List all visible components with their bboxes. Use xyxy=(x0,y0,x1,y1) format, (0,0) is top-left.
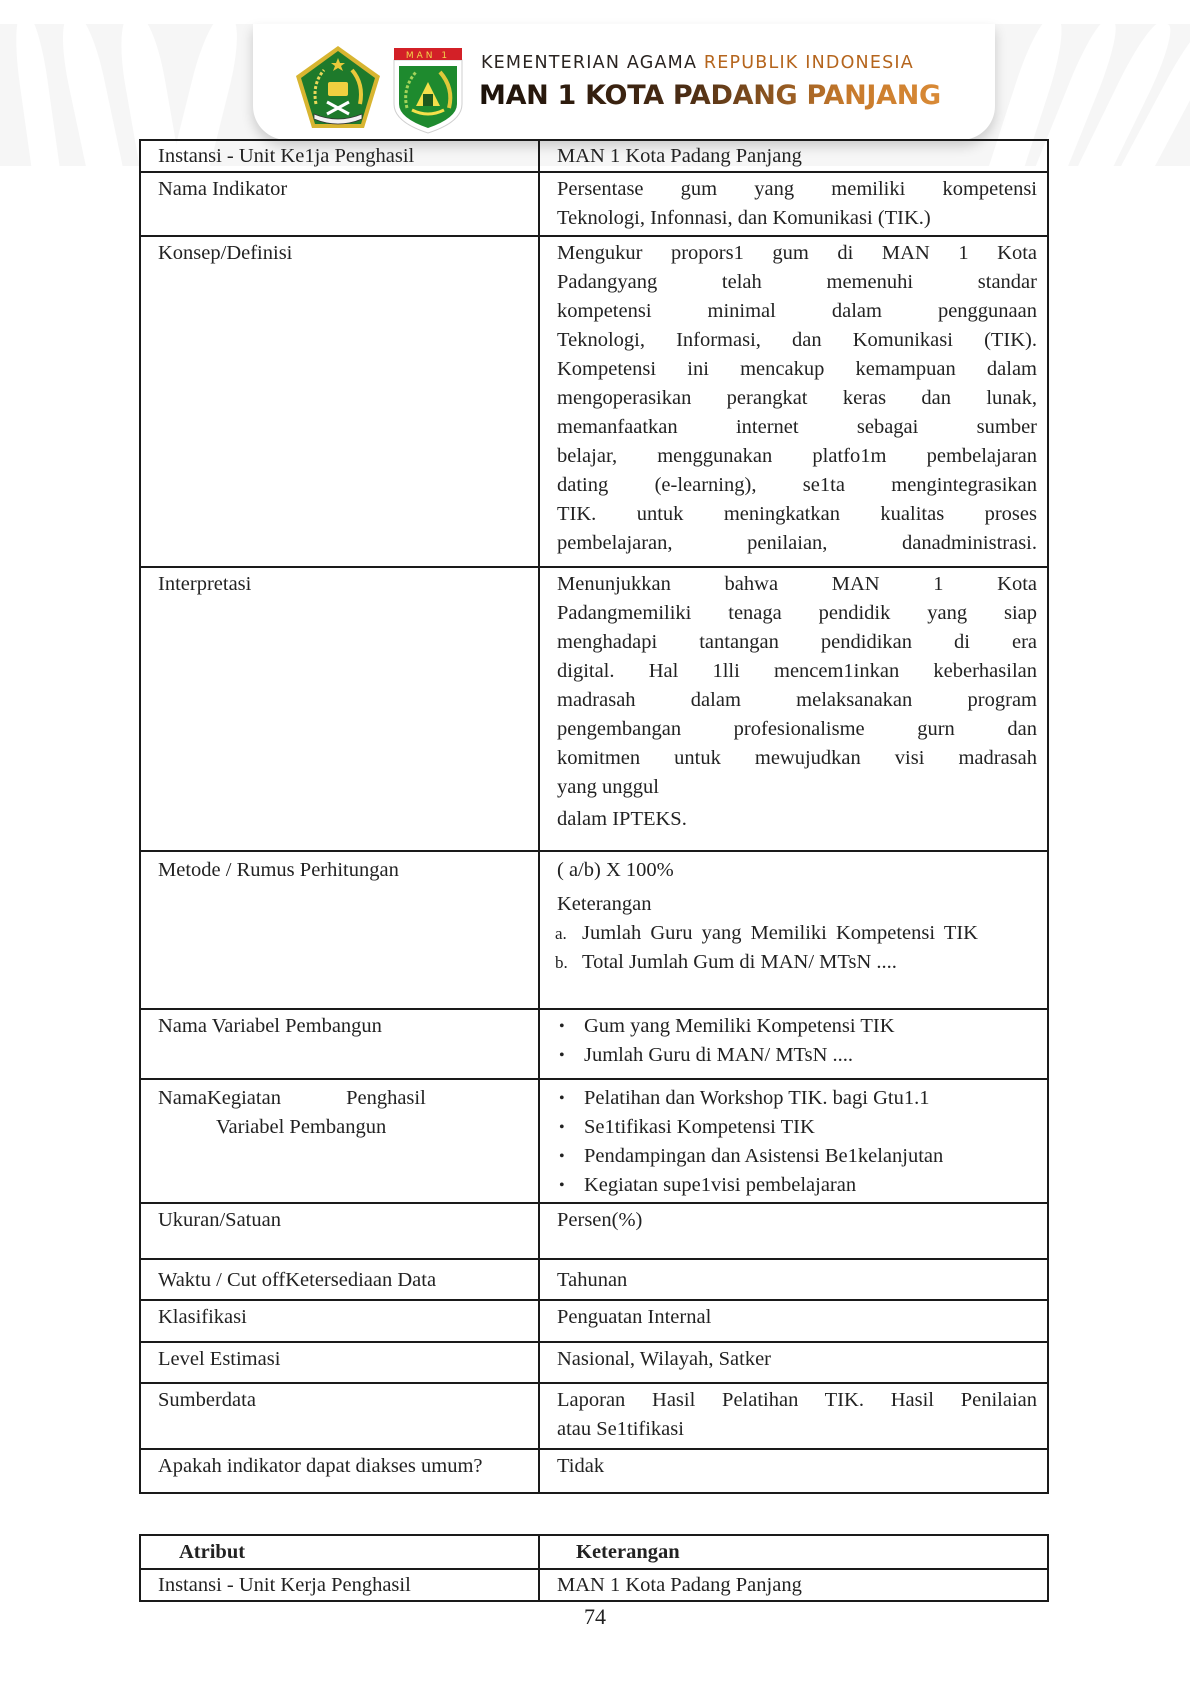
row-value xyxy=(539,1009,1048,1079)
value-line: dalam IPTEKS. xyxy=(557,808,687,830)
value-line: Laporan Hasil Pelatihan TIK. Hasil Penilaian xyxy=(557,1389,1037,1411)
value-line: Padangmemiliki tenaga pendidik yang siap xyxy=(557,602,1037,624)
term-text: Jumlah Guru yang Memiliki Kompetensi TIK xyxy=(582,922,978,944)
formula-term xyxy=(557,948,1037,977)
table-row xyxy=(140,1259,1048,1300)
variable-list xyxy=(557,1012,1037,1070)
row-value: Penguatan Internal xyxy=(539,1300,1048,1342)
table-row xyxy=(140,236,1048,567)
value-line: mengoperasikan perangkat keras dan lunak, xyxy=(557,387,1037,409)
table-row xyxy=(140,851,1048,1009)
ministry-title-dark: KEMENTERIAN AGAMA xyxy=(481,53,704,73)
row-value xyxy=(539,1383,1048,1449)
table-row xyxy=(140,1383,1048,1449)
value-line: Padangyang telah memenuhi standar xyxy=(557,271,1037,293)
term-marker: b. xyxy=(555,953,568,972)
list-item: • Se1tifikasi Kompetensi TIK xyxy=(557,1113,1037,1142)
formula: ( a/b) X 100% xyxy=(557,859,674,881)
kemenag-logo-icon xyxy=(294,44,382,130)
value-line: komitmen untuk mewujudkan visi madrasah xyxy=(557,747,1037,769)
table-row xyxy=(140,1449,1048,1493)
row-key: Level Estimasi xyxy=(140,1342,539,1383)
value-line: kompetensi minimal dalam penggunaan xyxy=(557,300,1037,322)
school-title: MAN 1 KOTA PADANG PANJANG xyxy=(479,80,941,111)
column-header: Keterangan xyxy=(539,1535,1048,1569)
list-item: • Jumlah Guru di MAN/ MTsN .... xyxy=(557,1041,1037,1070)
value-line: atau Se1tifikasi xyxy=(557,1418,684,1440)
row-value xyxy=(539,172,1048,236)
row-value: MAN 1 Kota Padang Panjang xyxy=(539,140,1048,172)
row-value xyxy=(539,236,1048,567)
table-row xyxy=(140,567,1048,851)
man1-logo-icon xyxy=(392,46,464,134)
column-header: Atribut xyxy=(140,1535,539,1569)
table-row xyxy=(140,1203,1048,1259)
row-key: Instansi - Unit Kerja Penghasil xyxy=(140,1569,539,1601)
row-value: Nasional, Wilayah, Satker xyxy=(539,1342,1048,1383)
activity-list xyxy=(557,1084,1037,1200)
page-number: 74 xyxy=(584,1604,606,1629)
value-line: menghadapi tantangan pendidikan di era xyxy=(557,631,1037,653)
formula-terms xyxy=(557,919,1037,977)
row-key: Instansi - Unit Ke1ja Penghasil xyxy=(140,140,539,172)
term-marker: a. xyxy=(555,924,567,943)
attribute-table xyxy=(139,1534,1049,1602)
key-line: NamaKegiatan Penghasil xyxy=(158,1087,426,1109)
value-line: Mengukur propors1 gum di MAN 1 Kota xyxy=(557,242,1037,264)
list-item: • Pendampingan dan Asistensi Be1kelanjutan xyxy=(557,1142,1037,1171)
table-header-row xyxy=(140,1535,1048,1569)
value-line: madrasah dalam melaksanakan program xyxy=(557,689,1037,711)
value-line: pengembangan profesionalisme gurn dan xyxy=(557,718,1037,740)
list-item: • Gum yang Memiliki Kompetensi TIK xyxy=(557,1012,1037,1041)
value-line: Menunjukkan bahwa MAN 1 Kota xyxy=(557,573,1037,595)
note-label: Keterangan xyxy=(557,893,652,915)
value-line: pembelajaran, penilaian, danadministrasi. xyxy=(557,532,1037,554)
value-line: dating (e-learning), se1ta mengintegrasikan xyxy=(557,474,1037,496)
ministry-title xyxy=(481,53,914,73)
svg-text:MAN 1: MAN 1 xyxy=(405,51,451,61)
ministry-title-gold: REPUBLIK INDONESIA xyxy=(703,53,914,73)
value-line: TIK. untuk meningkatkan kualitas proses xyxy=(557,503,1037,525)
table-row xyxy=(140,1009,1048,1079)
row-value: Tidak xyxy=(539,1449,1048,1493)
row-value: Persen(%) xyxy=(539,1203,1048,1259)
row-value xyxy=(539,851,1048,1009)
list-item: • Kegiatan supe1visi pembelajaran xyxy=(557,1171,1037,1200)
value-line: yang unggul xyxy=(557,776,659,798)
table-row xyxy=(140,1569,1048,1601)
row-key xyxy=(140,1079,539,1203)
formula-term xyxy=(557,919,1037,948)
row-key: Metode / Rumus Perhitungan xyxy=(140,851,539,1009)
key-line: Variabel Pembangun xyxy=(216,1116,387,1138)
indicator-metadata-table xyxy=(139,139,1049,1494)
row-key: Apakah indikator dapat diakses umum? xyxy=(140,1449,539,1493)
row-value xyxy=(539,1079,1048,1203)
value-line: Teknologi, Infonnasi, dan Komunikasi (TIK.) xyxy=(557,207,931,229)
value-line: digital. Hal 1lli mencem1inkan keberhasilan xyxy=(557,660,1037,682)
table-row xyxy=(140,1300,1048,1342)
row-key: Konsep/Definisi xyxy=(140,236,539,567)
row-value: Tahunan xyxy=(539,1259,1048,1300)
value-line: belajar, menggunakan platfo1m pembelajaran xyxy=(557,445,1037,467)
value-line: Persentase gum yang memiliki kompetensi xyxy=(557,178,1037,200)
term-text: Total Jumlah Gum di MAN/ MTsN .... xyxy=(582,951,897,973)
row-key: Interpretasi xyxy=(140,567,539,851)
table-row xyxy=(140,172,1048,236)
table-row xyxy=(140,1342,1048,1383)
row-key: Klasifikasi xyxy=(140,1300,539,1342)
value-line: memanfaatkan internet sebagai sumber xyxy=(557,416,1037,438)
row-value xyxy=(539,567,1048,851)
table-row xyxy=(140,140,1048,172)
list-item: • Pelatihan dan Workshop TIK. bagi Gtu1.1 xyxy=(557,1084,1037,1113)
row-key: Nama Indikator xyxy=(140,172,539,236)
row-key: Ukuran/Satuan xyxy=(140,1203,539,1259)
table-row xyxy=(140,1079,1048,1203)
row-key: Waktu / Cut offKetersediaan Data xyxy=(140,1259,539,1300)
value-line: Teknologi, Informasi, dan Komunikasi (TIK). xyxy=(557,329,1037,351)
row-key: Sumberdata xyxy=(140,1383,539,1449)
row-key: Nama Variabel Pembangun xyxy=(140,1009,539,1079)
value-line: Kompetensi ini mencakup kemampuan dalam xyxy=(557,358,1037,380)
row-value: MAN 1 Kota Padang Panjang xyxy=(539,1569,1048,1601)
